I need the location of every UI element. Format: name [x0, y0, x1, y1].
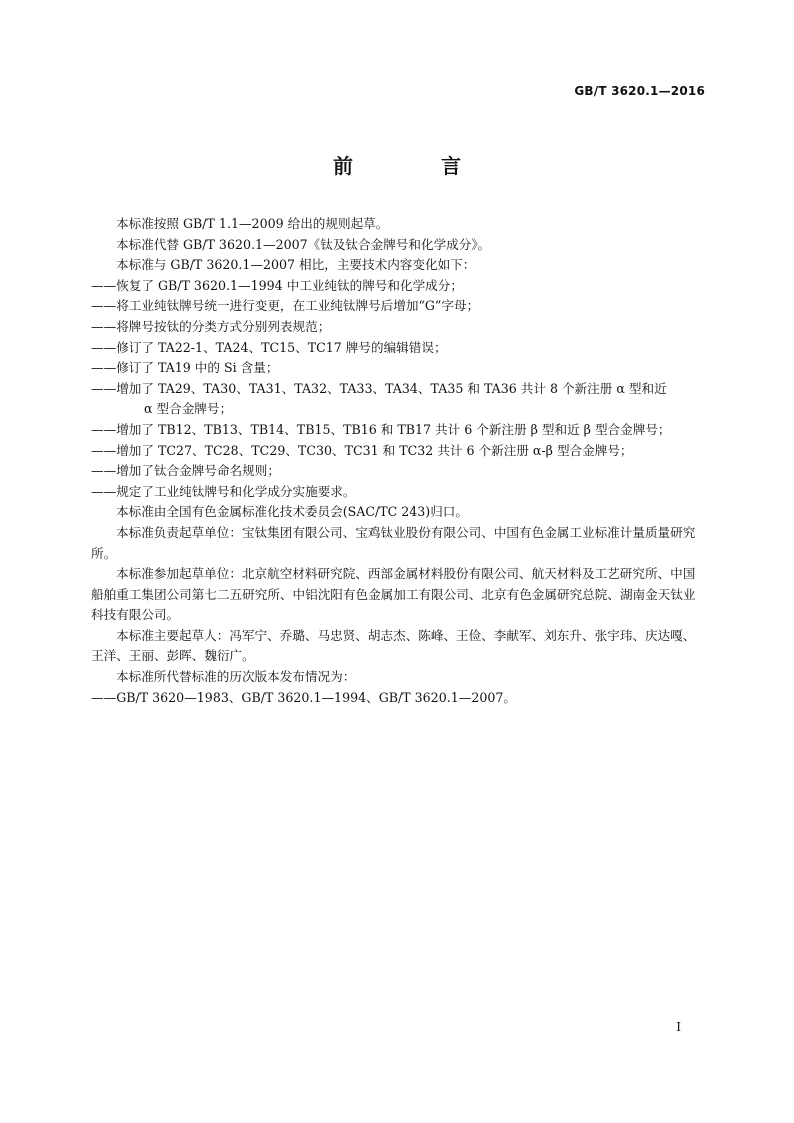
paragraph: 本标准所代替标准的历次版本发布情况为： — [116, 669, 356, 685]
standard-code: GB/T 3620.1—2016 — [574, 84, 705, 98]
paragraph: 本标准与 GB/T 3620.1—2007 相比，主要技术内容变化如下： — [116, 257, 476, 273]
change-item: ——修订了 TA22-1、TA24、TC15、TC17 牌号的编辑错误； — [91, 339, 447, 355]
change-item: ——规定了工业纯钛牌号和化学成分实施要求。 — [91, 483, 356, 499]
paragraph: 本标准主要起草人：冯军宁、乔璐、马忠贤、胡志杰、陈峰、王俭、李献军、刘东升、张宇玮、庆达嘎、王洋、王丽、彭晖、魏衍广。 — [91, 627, 696, 664]
paragraph: 本标准由全国有色金属标准化技术委员会(SAC/TC 243)归口。 — [116, 504, 468, 520]
page-title: 前 言 — [333, 154, 495, 178]
change-item: ——增加了 TC27、TC28、TC29、TC30、TC31 和 TC32 共计 6 个新注册 α-β 型合金牌号； — [91, 442, 633, 458]
change-item: ——增加了钛合金牌号命名规则； — [91, 463, 280, 479]
change-item: ——将牌号按钛的分类方式分别列表规范； — [91, 318, 331, 334]
paragraph: 本标准代替 GB/T 3620.1—2007《钛及钛合金牌号和化学成分》。 — [116, 236, 491, 252]
page-number: I — [676, 1020, 681, 1034]
change-item-continuation: α 型合金牌号； — [144, 401, 233, 417]
history-item: ——GB/T 3620—1983、GB/T 3620.1—1994、GB/T 3620.1—2007。 — [91, 689, 516, 705]
change-item: ——将工业纯钛牌号统一进行变更，在工业纯钛牌号后增加“G”字母； — [91, 298, 480, 314]
foreword-body — [91, 214, 705, 708]
change-item: ——恢复了 GB/T 3620.1—1994 中工业纯钛的牌号和化学成分； — [91, 277, 463, 293]
paragraph: 本标准按照 GB/T 1.1—2009 给出的规则起草。 — [116, 216, 389, 231]
paragraph: 本标准负责起草单位：宝钛集团有限公司、宝鸡钛业股份有限公司、中国有色金属工业标准计量质量研究所。 — [91, 524, 696, 561]
change-item: ——修订了 TA19 中的 Si 含量； — [91, 360, 279, 376]
paragraph: 本标准参加起草单位：北京航空材料研究院、西部金属材料股份有限公司、航天材料及工艺研究所、中国船舶重工集团公司第七二五研究所、中铝沈阳有色金属加工有限公司、北京有色金属研究总院、湖南金天钛业科技有限公司。 — [91, 566, 696, 623]
change-item: ——增加了 TA29、TA30、TA31、TA32、TA33、TA34、TA35 和 TA36 共计 8 个新注册 α 型和近 α 型合金牌号； — [91, 379, 705, 420]
change-item: ——增加了 TB12、TB13、TB14、TB15、TB16 和 TB17 共计 6 个新注册 β 型和近 β 型合金牌号； — [91, 421, 671, 437]
